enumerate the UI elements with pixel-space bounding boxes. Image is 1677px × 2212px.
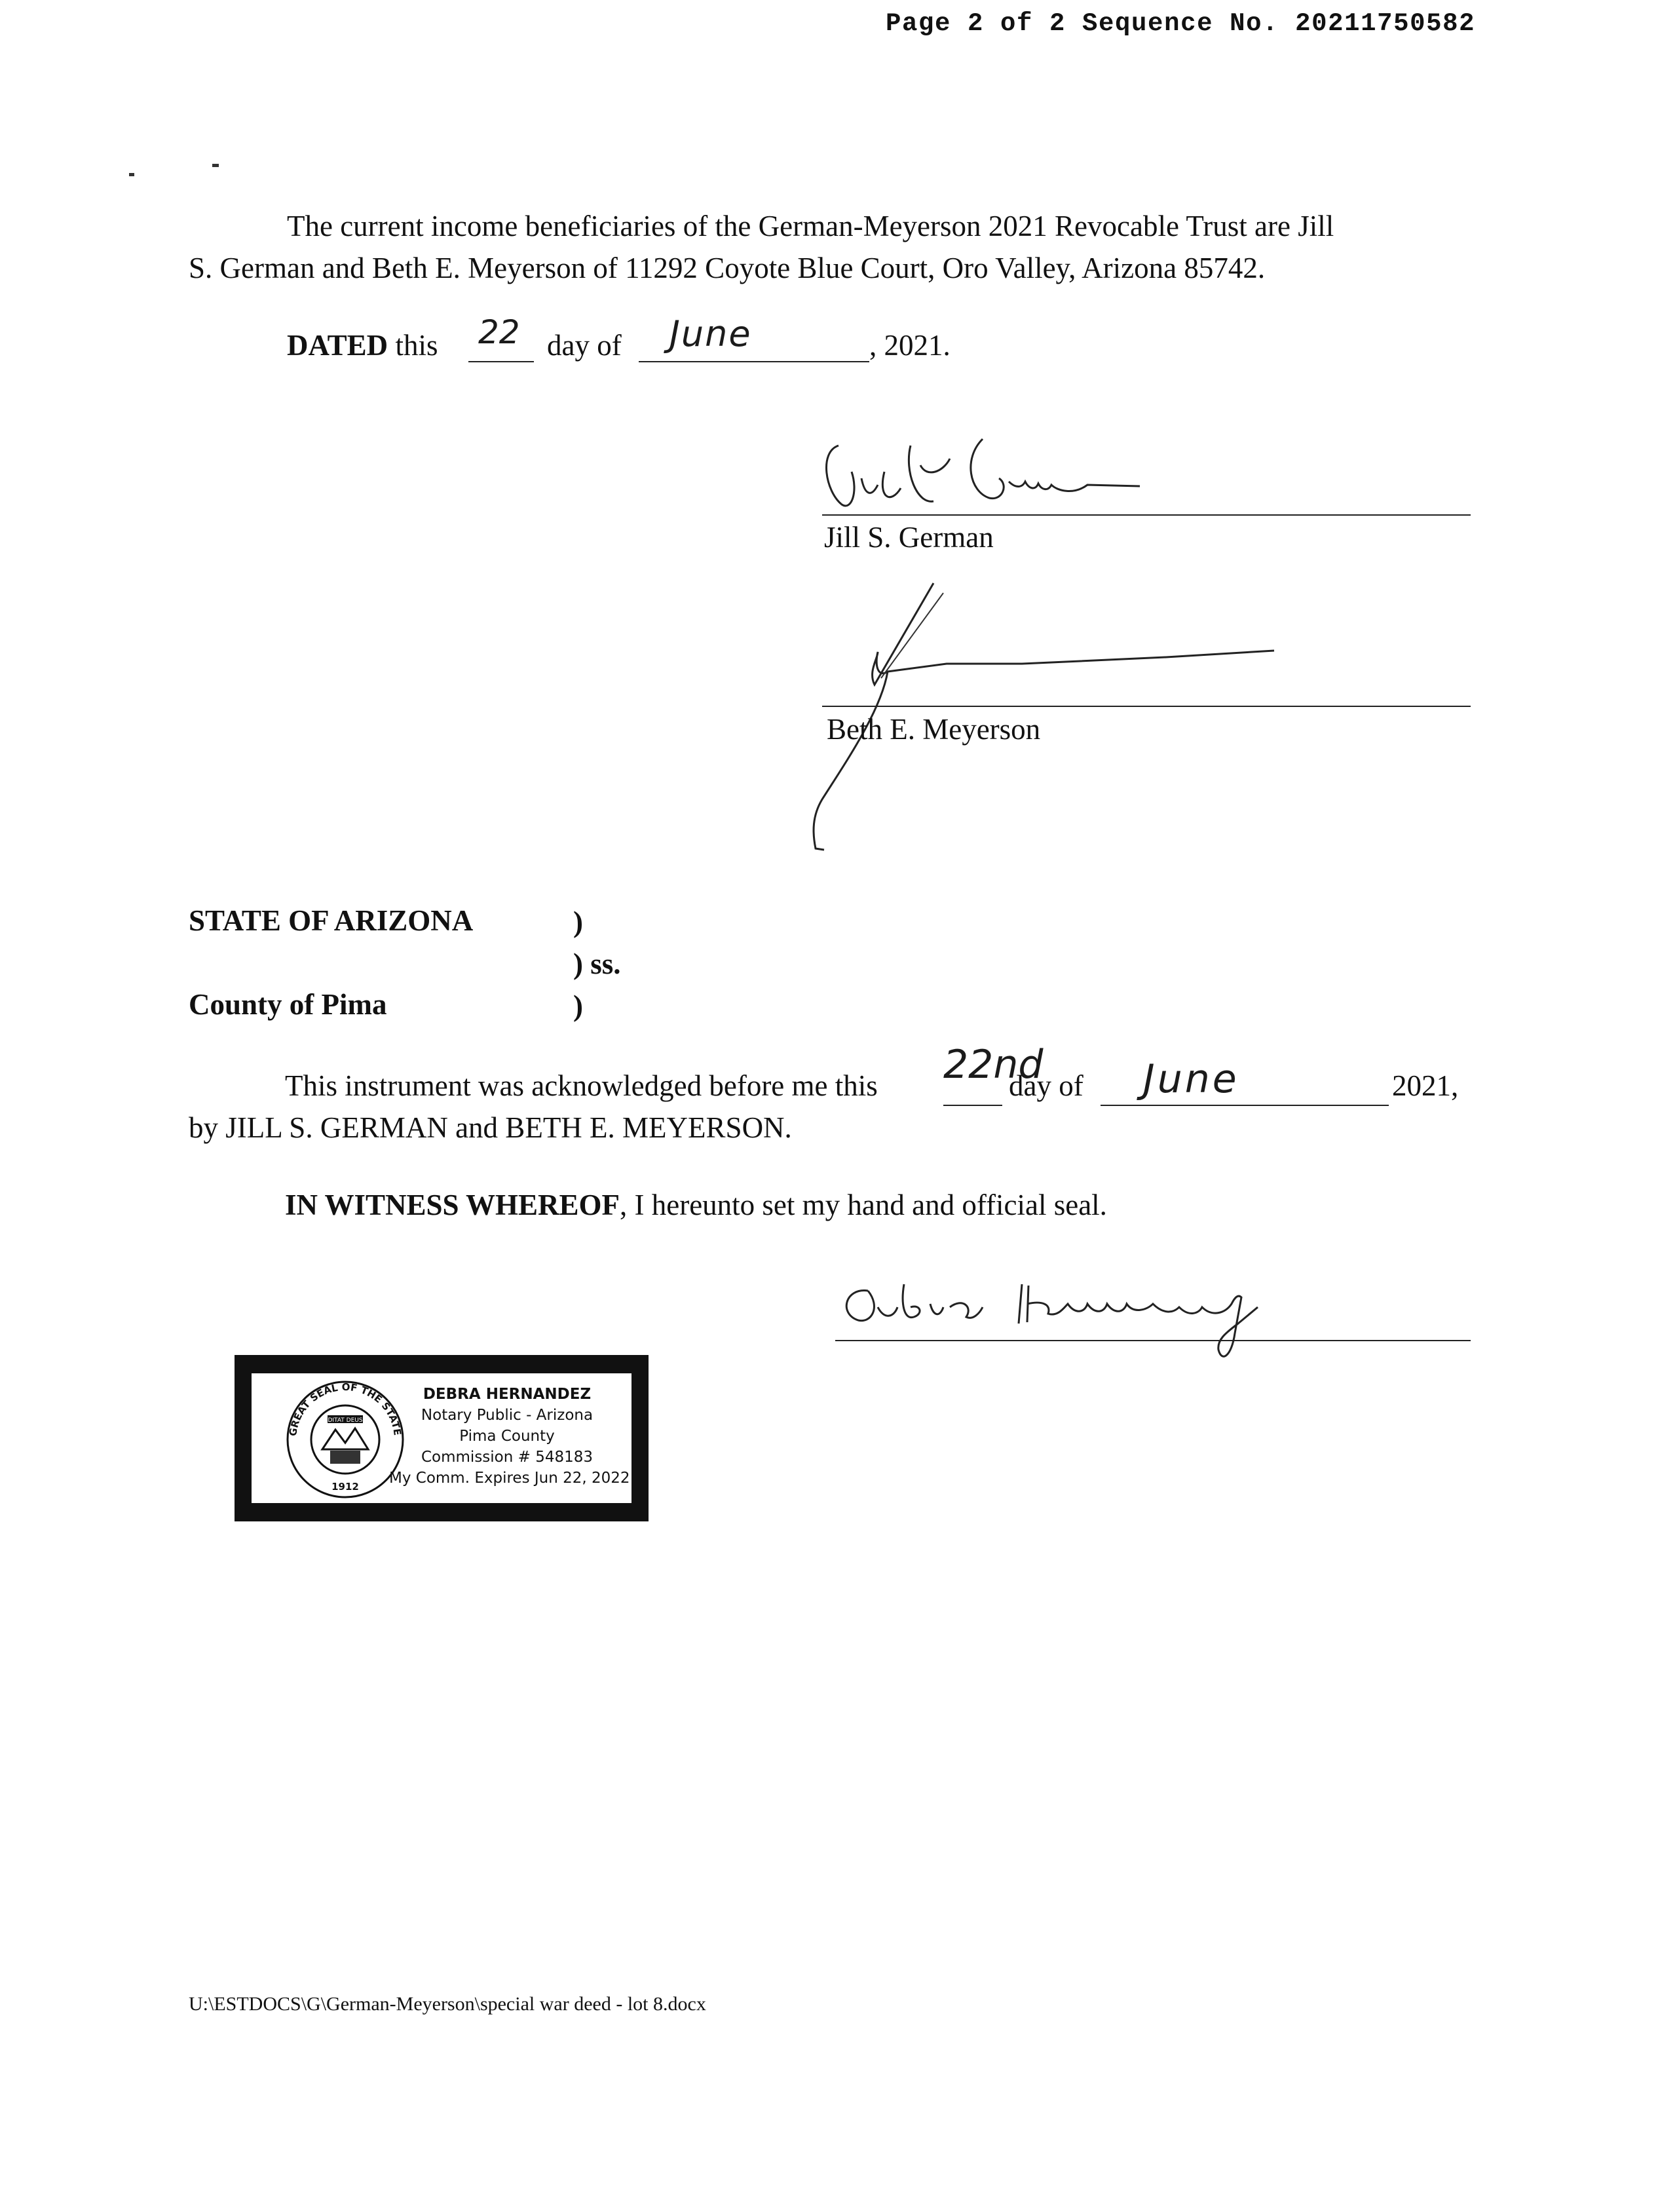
notary-signature bbox=[832, 1278, 1343, 1376]
ack-day-blank bbox=[943, 1105, 1002, 1106]
state-label: STATE OF ARIZONA bbox=[189, 904, 474, 937]
notary-signature-line bbox=[835, 1340, 1471, 1341]
dated-month-handwritten: June bbox=[669, 313, 752, 354]
notary-expires: My Comm. Expires Jun 22, 2022 bbox=[389, 1470, 630, 1487]
county-label: County of Pima bbox=[189, 988, 387, 1021]
witness-rest: , I hereunto set my hand and official seal. bbox=[620, 1189, 1107, 1221]
dated-line bbox=[287, 324, 438, 367]
jill-german-signature bbox=[812, 432, 1153, 524]
signer1-name: Jill S. German bbox=[824, 521, 994, 554]
dated-day-blank bbox=[468, 361, 534, 362]
ack-month-blank bbox=[1101, 1105, 1389, 1106]
ss-label: ) ss. bbox=[573, 947, 621, 980]
beneficiaries-paragraph-line1: The current income beneficiaries of the German-Meyerson 2021 Revocable Trust are Jill bbox=[287, 210, 1334, 242]
notary-name: DEBRA HERNANDEZ bbox=[423, 1386, 592, 1403]
notary-county: Pima County bbox=[459, 1428, 555, 1445]
stamp-inner bbox=[249, 1368, 634, 1506]
paren-1: ) bbox=[573, 906, 583, 938]
scan-speck bbox=[129, 173, 134, 176]
dated-day-handwritten: 22 bbox=[478, 313, 520, 351]
dated-month-blank bbox=[639, 361, 869, 362]
signer2-name: Beth E. Meyerson bbox=[827, 713, 1041, 746]
notary-commission: Commission # 548183 bbox=[421, 1449, 594, 1466]
witness-bold: IN WITNESS WHEREOF bbox=[285, 1189, 620, 1221]
paren-3: ) bbox=[573, 989, 583, 1022]
dated-this: this bbox=[395, 329, 438, 362]
witness-line bbox=[285, 1183, 1107, 1227]
seal-year: 1912 bbox=[331, 1481, 359, 1493]
footer-file-path: U:\ESTDOCS\G\German-Meyerson\special war deed - lot 8.docx bbox=[189, 1993, 706, 2015]
seal-motto: DITAT DEUS bbox=[328, 1417, 363, 1424]
seal-ring-text: GREAT SEAL OF THE STATE OF ARIZONA bbox=[278, 1368, 404, 1440]
ack-text: This instrument was acknowledged before me this bbox=[285, 1069, 878, 1102]
svg-text:GREAT SEAL OF THE STATE OF ARI bbox=[279, 1368, 404, 1440]
stamp-text-block bbox=[389, 1384, 630, 1489]
scan-speck bbox=[212, 164, 219, 167]
signer2-signature-line bbox=[822, 706, 1471, 707]
ack-month-handwritten: June bbox=[1143, 1056, 1239, 1102]
page-sequence-header: Page 2 of 2 Sequence No. 20211750582 bbox=[886, 9, 1476, 38]
dated-year: , 2021. bbox=[869, 329, 951, 362]
dated-label: DATED bbox=[287, 329, 388, 362]
notary-stamp bbox=[235, 1355, 649, 1521]
beneficiaries-paragraph-line2: S. German and Beth E. Meyerson of 11292 Coyote Blue Court, Oro Valley, Arizona 85742. bbox=[189, 252, 1266, 284]
ack-day-of: day of bbox=[1009, 1069, 1083, 1102]
ack-day-handwritten: 22nd bbox=[943, 1042, 1044, 1088]
notary-title: Notary Public - Arizona bbox=[421, 1407, 594, 1424]
dated-day-of: day of bbox=[547, 329, 622, 362]
ack-line2: by JILL S. GERMAN and BETH E. MEYERSON. bbox=[189, 1111, 792, 1144]
ack-year: 2021, bbox=[1392, 1069, 1459, 1102]
